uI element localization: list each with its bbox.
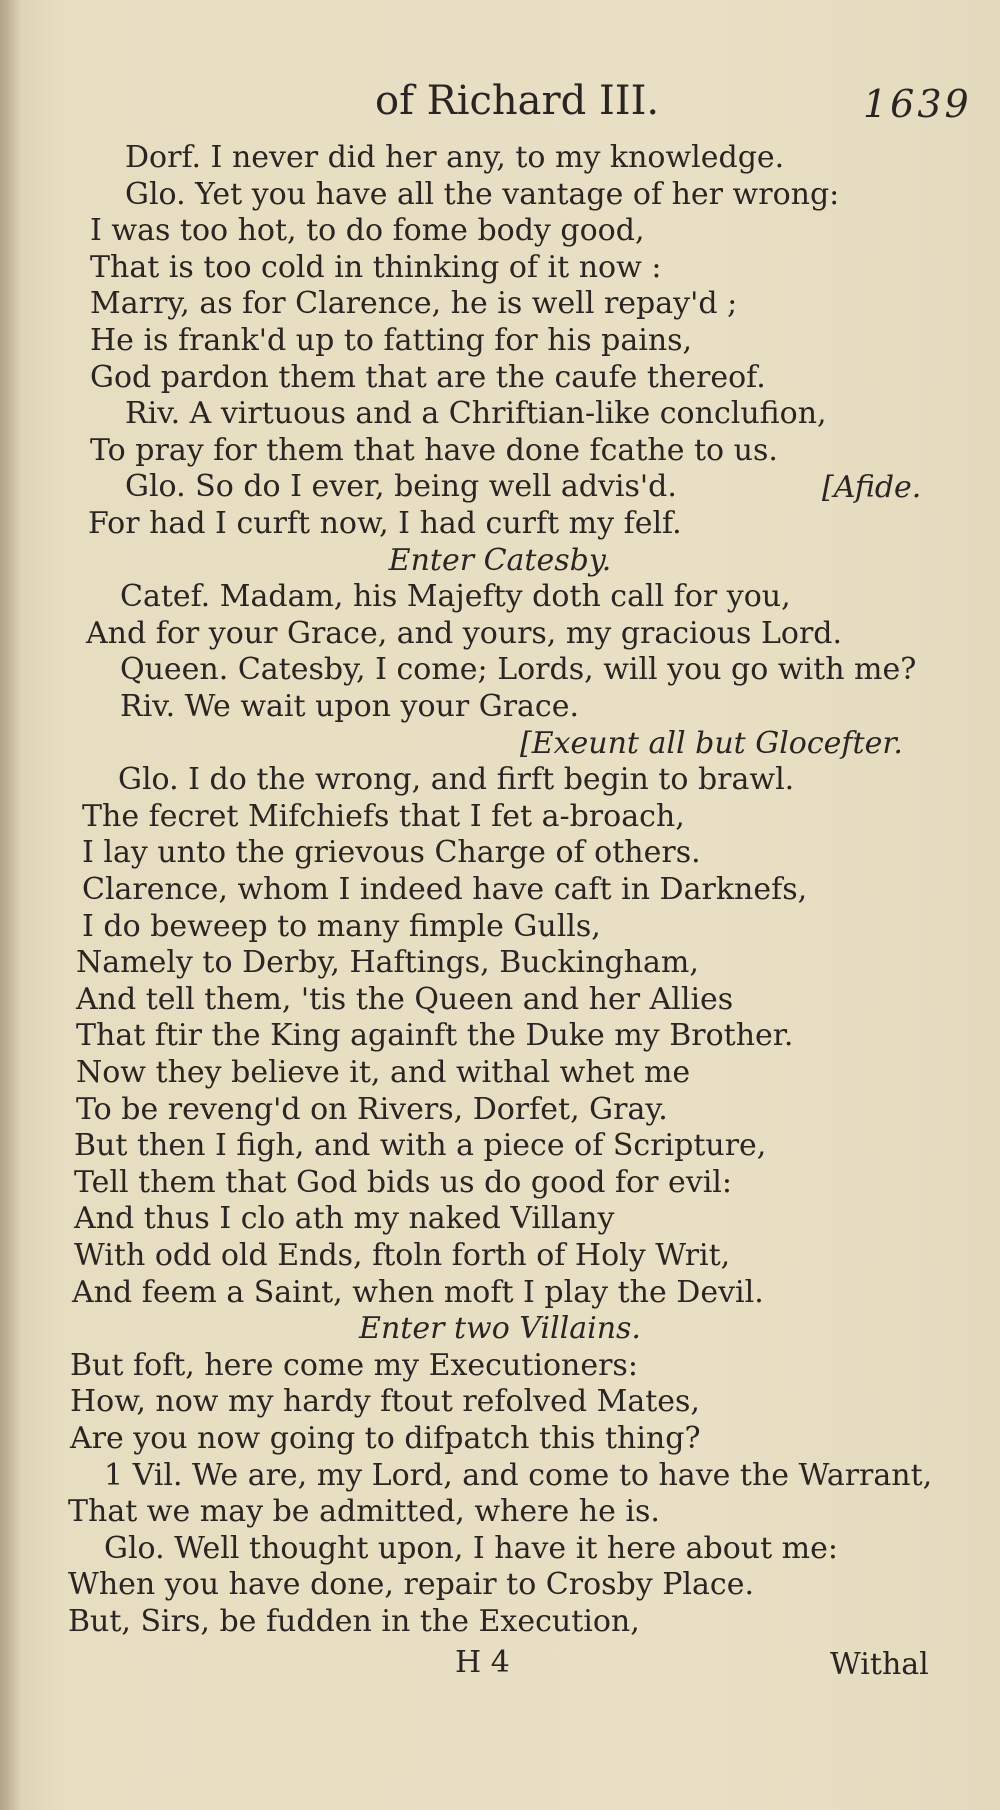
text-line: But, Sirs, be fudden in the Execution, bbox=[68, 1604, 640, 1639]
stage-direction: Enter Catesby. bbox=[388, 542, 612, 578]
text-line: I do beweep to many fimple Gulls, bbox=[82, 908, 601, 944]
text-line: That ftir the King againft the Duke my Brother. bbox=[76, 1018, 794, 1054]
text-line: When you have done, repair to Crosby Place. bbox=[68, 1567, 755, 1603]
text-line: Glo. I do the wrong, and firft begin to brawl. bbox=[118, 762, 795, 798]
text-line: That is too cold in thinking of it now : bbox=[90, 249, 662, 285]
page-header bbox=[0, 78, 1000, 138]
text-line: He is frank'd up to fatting for his pains, bbox=[90, 323, 693, 358]
text-line: Glo. So do I ever, being well advis'd. bbox=[125, 469, 677, 505]
text-line: But then I figh, and with a piece of Scripture, bbox=[74, 1128, 767, 1164]
text-line: Queen. Catesby, I come; Lords, will you go with me? bbox=[120, 652, 917, 688]
text-line: Now they believe it, and withal whet me bbox=[76, 1055, 691, 1090]
page-footer bbox=[0, 1645, 1000, 1685]
text-line: Glo. Yet you have all the vantage of her wrong: bbox=[125, 176, 840, 212]
page-gutter-shadow bbox=[0, 0, 22, 1810]
text-line: But foft, here come my Executioners: bbox=[70, 1347, 638, 1383]
text-line: That we may be admitted, where he is. bbox=[68, 1494, 660, 1530]
text-line: Clarence, whom I indeed have caft in Darknefs, bbox=[82, 872, 808, 907]
running-title: of Richard III. bbox=[375, 78, 660, 124]
page-number: 1639 bbox=[863, 82, 972, 126]
text-line: God pardon them that are the caufe thereof. bbox=[90, 359, 766, 395]
text-line: [Exeunt all but Glocefter. bbox=[520, 725, 903, 761]
text-line: 1 Vil. We are, my Lord, and come to have the Warrant, bbox=[104, 1457, 933, 1493]
text-line: Marry, as for Clarence, he is well repay'd ; bbox=[90, 286, 738, 322]
text-line: For had I curft now, I had curft my felf. bbox=[88, 506, 682, 541]
aside-direction: [Afide. bbox=[822, 470, 922, 505]
text-line: I was too hot, to do fome body good, bbox=[90, 213, 645, 249]
text-line: And feem a Saint, when moft I play the Devil. bbox=[72, 1274, 764, 1310]
text-line: And thus I clo ath my naked Villany bbox=[74, 1201, 615, 1237]
text-line: Glo. Well thought upon, I have it here about me: bbox=[104, 1530, 838, 1566]
text-line: To pray for them that have done fcathe to us. bbox=[90, 432, 778, 468]
text-line: Tell them that God bids us do good for evil: bbox=[74, 1164, 732, 1200]
text-line: And tell them, 'tis the Queen and her Allies bbox=[76, 981, 734, 1017]
signature-mark: H 4 bbox=[455, 1645, 510, 1680]
text-line: Riv. A virtuous and a Chriftian-like conclufion, bbox=[125, 396, 827, 432]
text-line: Catef. Madam, his Majefty doth call for you, bbox=[120, 579, 791, 615]
text-line: Namely to Derby, Haftings, Buckingham, bbox=[76, 945, 699, 981]
text-line: Dorf. I never did her any, to my knowledge. bbox=[125, 140, 785, 175]
text-line: Are you now going to difpatch this thing? bbox=[70, 1421, 701, 1456]
text-line: With odd old Ends, ftoln forth of Holy Writ, bbox=[74, 1238, 731, 1273]
text-line: How, now my hardy ftout refolved Mates, bbox=[70, 1384, 700, 1420]
text-line: I lay unto the grievous Charge of others. bbox=[82, 835, 701, 871]
text-line: And for your Grace, and yours, my gracious Lord. bbox=[86, 615, 843, 651]
catchword: Withal bbox=[830, 1647, 929, 1682]
text-line: The fecret Mifchiefs that I fet a-broach, bbox=[82, 798, 685, 834]
stage-direction: Enter two Villains. bbox=[359, 1311, 641, 1347]
text-line: To be reveng'd on Rivers, Dorfet, Gray. bbox=[76, 1091, 668, 1127]
text-line: Riv. We wait upon your Grace. bbox=[120, 689, 580, 724]
